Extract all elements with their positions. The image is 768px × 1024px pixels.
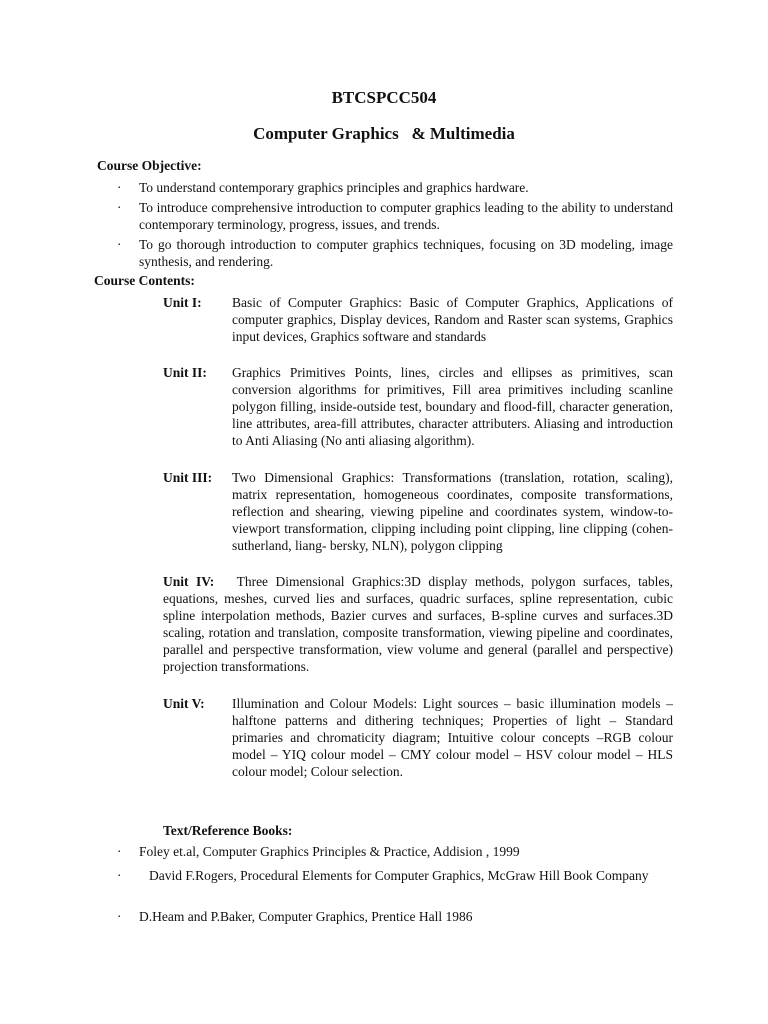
- unit-text: Graphics Primitives Points, lines, circles and ellipses as primitives, scan conversion algorithms for primitives, Fill area primitives including scanline polygon filling, inside-outside test, boundary and flood-fill, character generation, line attributes, area-fill attributes, character attributers. Aliasing and introduction to Anti Aliasing (No anti aliasing algorithm).: [232, 365, 673, 448]
- book-text: Foley et.al, Computer Graphics Principles & Practice, Addision , 1999: [139, 844, 520, 859]
- book-text: David F.Rogers, Procedural Elements for Computer Graphics, McGraw Hill Book Company: [149, 868, 649, 883]
- objective-text: To introduce comprehensive introduction to computer graphics leading to the ability to understand contemporary terminology, progress, issues, and trends.: [139, 200, 673, 232]
- bullet-icon: ·: [117, 868, 122, 883]
- unit-label: Unit IV:: [163, 574, 215, 589]
- unit-text: Basic of Computer Graphics: Basic of Computer Graphics, Applications of computer graphics, Display devices, Random and Raster scan systems, Graphics input devices, Graphics software and standards: [232, 295, 673, 344]
- bullet-icon: ·: [117, 200, 122, 215]
- course-title: Computer Graphics & Multimedia: [253, 124, 515, 143]
- contents-heading: Course Contents:: [94, 273, 195, 288]
- unit-text: Two Dimensional Graphics: Transformations (translation, rotation, scaling), matrix representation, homogeneous coordinates, composite transformations, reflection and shearing, viewing pipeline and coordinates system, window-to-viewport transformation, clipping including point clipping, line clipping (cohen- sutherland, liang- bersky, NLN), polygon clipping: [232, 470, 673, 553]
- course-code: BTCSPCC504: [331, 88, 437, 107]
- objective-text: To go thorough introduction to computer graphics techniques, focusing on 3D modeling, image synthesis, and rendering.: [139, 237, 673, 269]
- bullet-icon: ·: [117, 237, 122, 252]
- unit-label: Unit II:: [163, 365, 207, 380]
- unit-label: Unit V:: [163, 696, 205, 711]
- unit-label: Unit I:: [163, 295, 202, 310]
- unit-label: Unit III:: [163, 470, 213, 485]
- unit-text: Three Dimensional Graphics:3D display methods, polygon surfaces, tables, equations, meshes, curved lies and surfaces, quadric surfaces, spline representation, cubic spline interpolation methods, Bazier curves and surfaces, B-spline curves and surfaces.3D scaling, rotation and translation, composite transformation, viewing pipeline and coordinates, parallel and perspective transformation, view volume and general (parallel and perspective) projection transformations.: [163, 574, 674, 674]
- unit-4: [163, 573, 673, 675]
- bullet-icon: ·: [117, 180, 122, 195]
- bullet-icon: ·: [117, 844, 122, 859]
- books-heading: Text/Reference Books:: [163, 823, 293, 838]
- objective-heading: Course Objective:: [97, 158, 202, 173]
- book-text: D.Heam and P.Baker, Computer Graphics, Prentice Hall 1986: [139, 909, 473, 924]
- bullet-icon: ·: [117, 909, 122, 924]
- unit-text: Illumination and Colour Models: Light sources – basic illumination models – halftone patterns and dithering techniques; Properties of light – Standard primaries and chromaticity diagram; Intuitive colour concepts –RGB colour model – YIQ colour model – CMY colour model – HSV colour model – HLS colour model; Colour selection.: [232, 696, 673, 779]
- objective-text: To understand contemporary graphics principles and graphics hardware.: [139, 180, 529, 195]
